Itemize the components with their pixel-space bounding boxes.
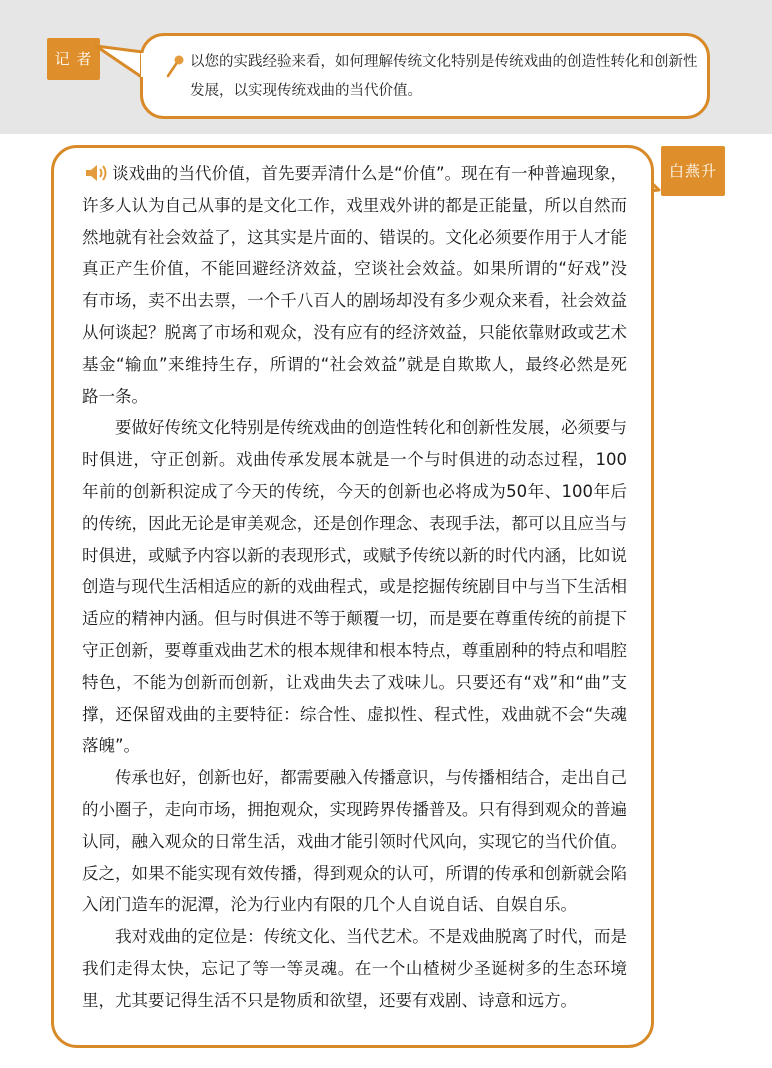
answer-body [82,158,627,1017]
reporter-tag: 记 者 [47,38,100,80]
speaker-tag: 白燕升 [661,146,725,196]
answer-paragraph-1-text: 谈戏曲的当代价值，首先要弄清什么是“价值”。现在有一种普遍现象，许多人认为自己从事的是文化工作，戏里戏外讲的都是正能量，所以自然而然地就有社会效益了，这其实是片面的、错误的。文化必须要作用于人才能真正产生价值，不能回避经济效益，空谈社会效益。如果所谓的“好戏”没有市场，卖不出去票，一个千八百人的剧场却没有多少观众来看，社会效益从何谈起？脱离了市场和观众，没有应有的经济效益，只能依靠财政或艺术基金“输血”来维持生存，所谓的“社会效益”就是自欺欺人，最终必然是死路一条。 [82,164,627,406]
question-text: 以您的实践经验来看，如何理解传统文化特别是传统戏曲的创造性转化和创新性发展，以实现传统戏曲的当代价值。 [190,54,698,99]
answer-paragraph-2: 要做好传统文化特别是传统戏曲的创造性转化和创新性发展，必须要与时俱进，守正创新。戏曲传承发展本就是一个与时俱进的动态过程，100 年前的创新积淀成了今天的传统，今天的创新也必将成为50年、100年后的传统，因此无论是审美观念，还是创作理念、表现手法，都可以且应当与时俱进，或赋予内容以新的表现形式，或赋予传统以新的时代内涵，比如说创造与现代生活相适应的新的戏曲程式，或是挖掘传统剧目中与当下生活相适应的精神内涵。但与时俱进不等于颠覆一切，而是要在尊重传统的前提下守正创新，要尊重戏曲艺术的根本规律和根本特点，尊重剧种的特点和唱腔特色，不能为创新而创新，让戏曲失去了戏味儿。只要还有“戏”和“曲”支撑，还保留戏曲的主要特征：综合性、虚拟性、程式性，戏曲就不会“失魂落魄”。 [82,418,627,756]
answer-paragraph-3: 传承也好，创新也好，都需要融入传播意识，与传播相结合，走出自己的小圈子，走向市场，拥抱观众，实现跨界传播普及。只有得到观众的普遍认同，融入观众的日常生活，戏曲才能引领时代风向，实现它的当代价值。反之，如果不能实现有效传播，得到观众的认可，所谓的传承和创新就会陷入闭门造车的泥潭，沦为行业内有限的几个人自说自话、自娱自乐。 [82,768,627,915]
answer-bubble-tail-cover [621,150,663,200]
microphone-icon [165,55,185,79]
answer-paragraph-4: 我对戏曲的定位是：传统文化、当代艺术。不是戏曲脱离了时代，而是我们走得太快，忘记了等一等灵魂。在一个山楂树少圣诞树多的生态环境里，尤其要记得生活不只是物质和欲望，还要有戏剧、诗意和远方。 [82,927,627,1010]
question-bubble-tail-cover [94,44,146,84]
speaker-icon [82,164,112,182]
answer-paragraph-1 [82,158,627,412]
